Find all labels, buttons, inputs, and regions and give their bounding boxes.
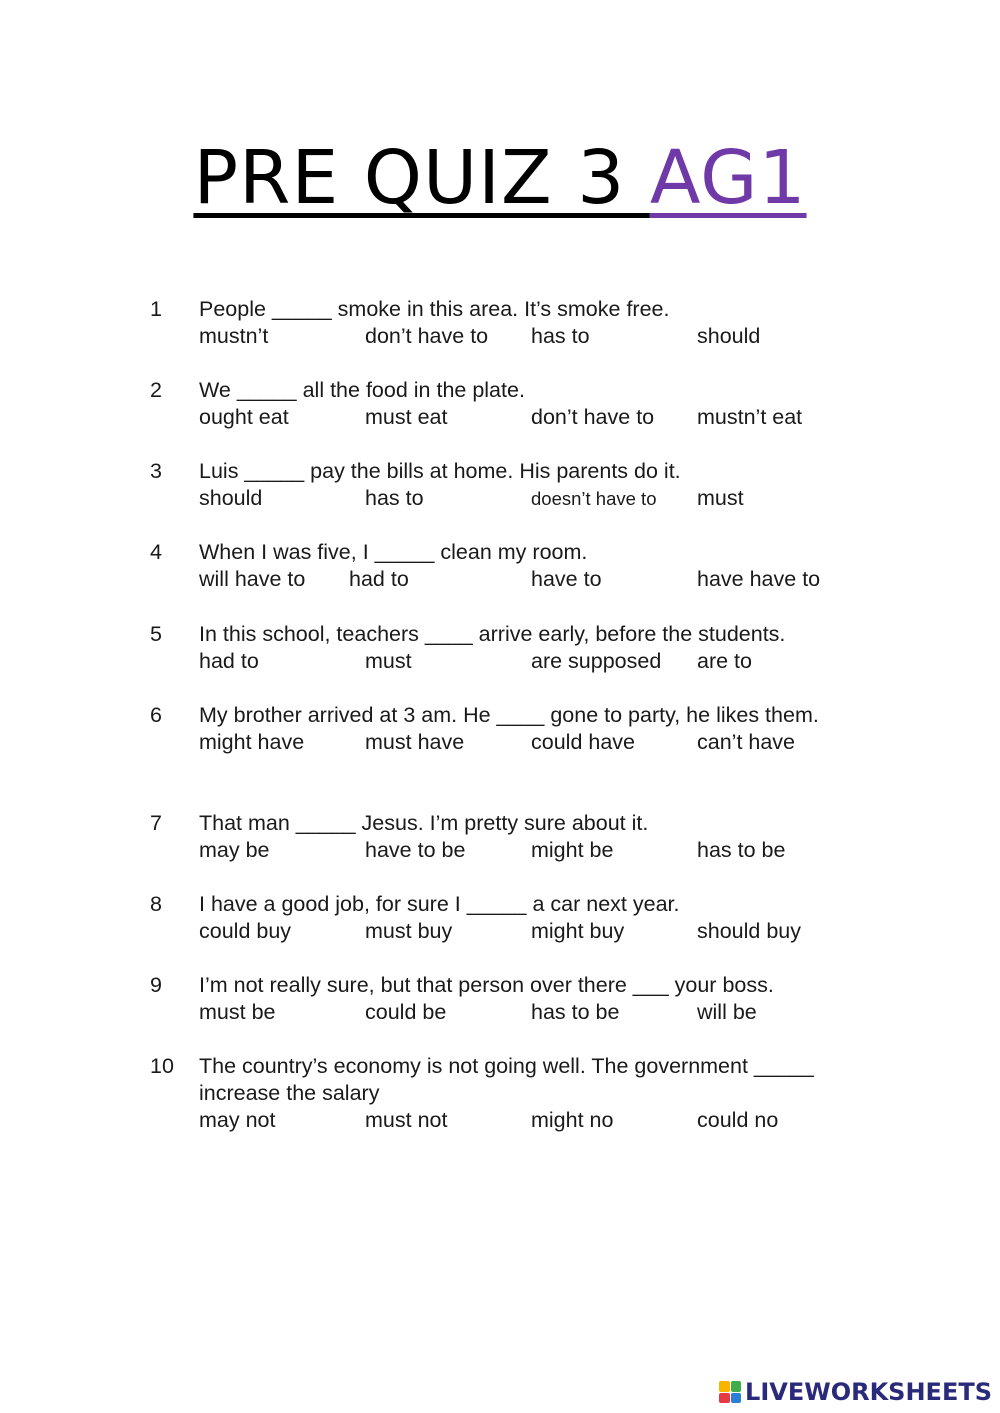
answer-options bbox=[199, 999, 870, 1026]
answer-option[interactable]: will have to bbox=[199, 567, 306, 591]
logo-square bbox=[719, 1381, 730, 1392]
question-number: 7 bbox=[150, 811, 162, 835]
answer-option[interactable]: have to bbox=[531, 567, 602, 591]
answer-option[interactable]: are to bbox=[697, 649, 752, 673]
answer-options bbox=[199, 485, 870, 512]
answer-option[interactable]: are supposed bbox=[531, 649, 662, 673]
question-number: 4 bbox=[150, 540, 162, 564]
answer-options bbox=[199, 323, 870, 350]
answer-option[interactable]: have to be bbox=[365, 838, 466, 862]
question-text: Luis _____ pay the bills at home. His parents do it. bbox=[199, 459, 681, 483]
answer-option[interactable]: mustn’t eat bbox=[697, 405, 803, 429]
question-8 bbox=[150, 891, 870, 972]
answer-option[interactable]: don’t have to bbox=[531, 405, 655, 429]
logo-square bbox=[719, 1393, 730, 1404]
question-number: 5 bbox=[150, 622, 162, 646]
answer-option[interactable]: ought eat bbox=[199, 405, 289, 429]
question-10 bbox=[150, 1053, 870, 1161]
answer-option[interactable]: could have bbox=[531, 730, 635, 754]
title-main: PRE QUIZ 3 bbox=[193, 135, 650, 221]
answer-option[interactable]: has to bbox=[365, 486, 424, 510]
answer-option[interactable]: had to bbox=[349, 567, 409, 591]
liveworksheets-logo-icon bbox=[719, 1381, 741, 1403]
answer-options bbox=[199, 918, 870, 945]
logo-square bbox=[731, 1393, 742, 1404]
question-9 bbox=[150, 972, 870, 1053]
question-number: 8 bbox=[150, 892, 162, 916]
question-number: 10 bbox=[150, 1054, 174, 1078]
question-1 bbox=[150, 296, 870, 377]
answer-options bbox=[199, 404, 870, 431]
answer-option[interactable]: could buy bbox=[199, 919, 292, 943]
answer-option[interactable]: might be bbox=[531, 838, 614, 862]
answer-option[interactable]: doesn’t have to bbox=[531, 488, 657, 509]
answer-option[interactable]: might have bbox=[199, 730, 305, 754]
answer-option[interactable]: should buy bbox=[697, 919, 801, 943]
answer-option[interactable]: has to bbox=[531, 324, 590, 348]
answer-option[interactable]: have have to bbox=[697, 567, 821, 591]
answer-option[interactable]: don’t have to bbox=[365, 324, 489, 348]
question-number: 1 bbox=[150, 297, 162, 321]
liveworksheets-logo[interactable] bbox=[719, 1378, 992, 1406]
question-number: 9 bbox=[150, 973, 162, 997]
answer-option[interactable]: has to be bbox=[531, 1000, 620, 1024]
answer-option[interactable]: will be bbox=[697, 1000, 757, 1024]
answer-options bbox=[199, 837, 870, 864]
question-text: We _____ all the food in the plate. bbox=[199, 378, 525, 402]
answer-options bbox=[199, 648, 870, 675]
answer-options bbox=[199, 729, 870, 756]
question-text: The country’s economy is not going well. The government _____ increase the salary bbox=[199, 1054, 814, 1105]
question-7 bbox=[150, 810, 870, 891]
answer-option[interactable]: can’t have bbox=[697, 730, 796, 754]
question-number: 3 bbox=[150, 459, 162, 483]
logo-square bbox=[731, 1381, 742, 1392]
answer-option[interactable]: may not bbox=[199, 1108, 276, 1132]
page-title bbox=[0, 128, 1000, 228]
answer-option[interactable]: must buy bbox=[365, 919, 453, 943]
answer-option[interactable]: must bbox=[697, 486, 744, 510]
question-text: I have a good job, for sure I _____ a car next year. bbox=[199, 892, 680, 916]
answer-options bbox=[199, 1107, 870, 1134]
answer-option[interactable]: must be bbox=[199, 1000, 276, 1024]
answer-option[interactable]: should bbox=[199, 486, 263, 510]
title-accent: AG1 bbox=[649, 135, 807, 221]
answer-option[interactable]: should bbox=[697, 324, 761, 348]
logo-text: LIVEWORKSHEETS bbox=[745, 1378, 992, 1406]
question-text: In this school, teachers ____ arrive early, before the students. bbox=[199, 622, 786, 646]
question-2 bbox=[150, 377, 870, 458]
answer-option[interactable]: could be bbox=[365, 1000, 447, 1024]
question-text: That man _____ Jesus. I’m pretty sure about it. bbox=[199, 811, 649, 835]
answer-option[interactable]: must not bbox=[365, 1108, 448, 1132]
question-3 bbox=[150, 458, 870, 539]
answer-options bbox=[199, 566, 870, 593]
answer-option[interactable]: has to be bbox=[697, 838, 786, 862]
question-5 bbox=[150, 621, 870, 702]
question-text: I’m not really sure, but that person over there ___ your boss. bbox=[199, 973, 774, 997]
answer-option[interactable]: must have bbox=[365, 730, 465, 754]
answer-option[interactable]: may be bbox=[199, 838, 270, 862]
answer-option[interactable]: had to bbox=[199, 649, 259, 673]
answer-option[interactable]: must eat bbox=[365, 405, 448, 429]
question-list bbox=[150, 296, 870, 1161]
answer-option[interactable]: must bbox=[365, 649, 412, 673]
answer-option[interactable]: mustn’t bbox=[199, 324, 269, 348]
question-number: 6 bbox=[150, 703, 162, 727]
question-4 bbox=[150, 539, 870, 621]
question-number: 2 bbox=[150, 378, 162, 402]
question-text: When I was five, I _____ clean my room. bbox=[199, 540, 588, 564]
answer-option[interactable]: could no bbox=[697, 1108, 779, 1132]
answer-option[interactable]: might buy bbox=[531, 919, 625, 943]
question-text: People _____ smoke in this area. It’s smoke free. bbox=[199, 297, 670, 321]
answer-option[interactable]: might no bbox=[531, 1108, 614, 1132]
question-6 bbox=[150, 702, 870, 810]
question-text: My brother arrived at 3 am. He ____ gone to party, he likes them. bbox=[199, 703, 819, 727]
